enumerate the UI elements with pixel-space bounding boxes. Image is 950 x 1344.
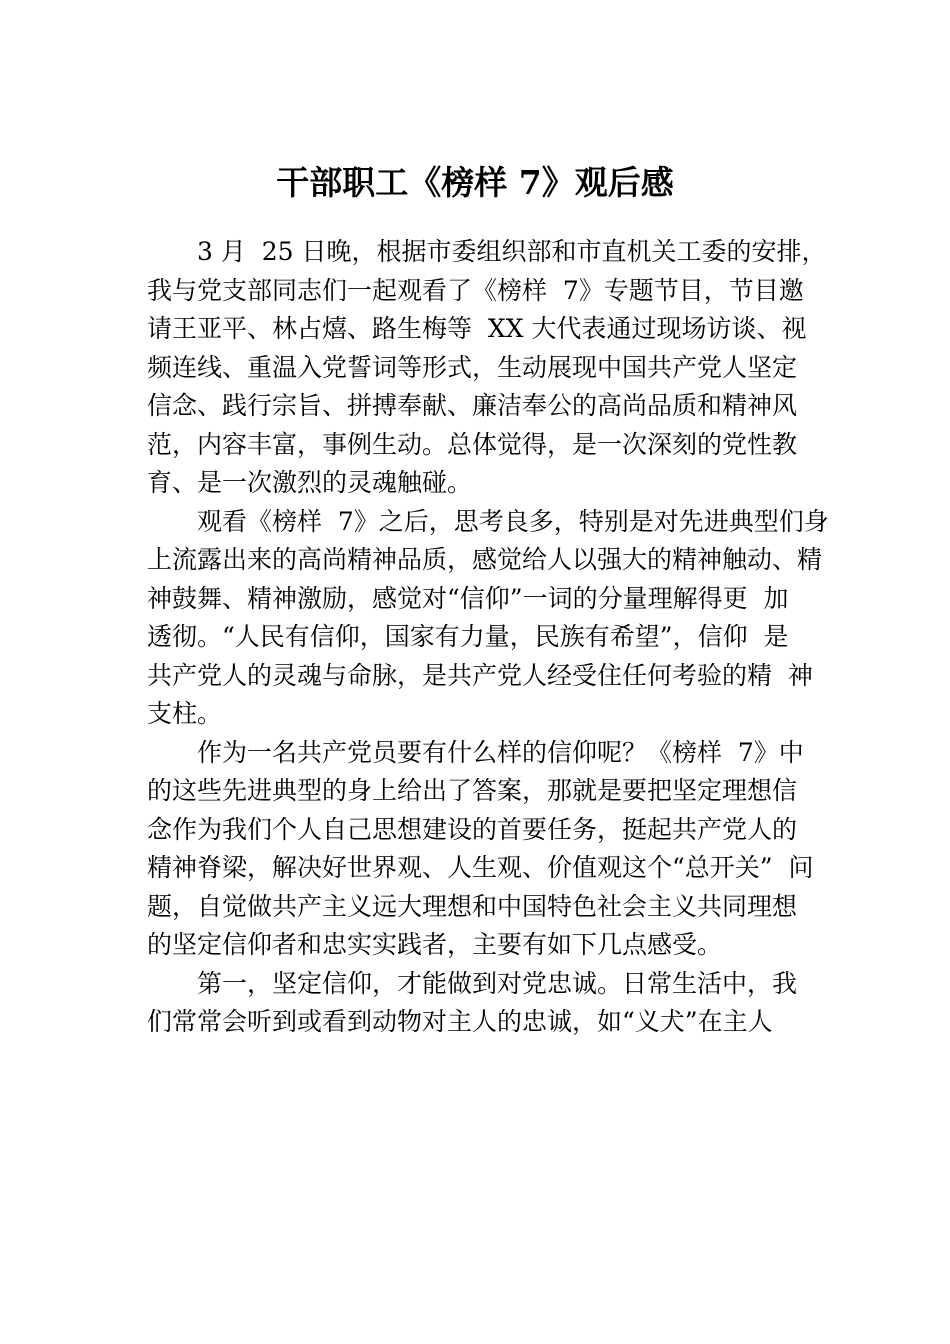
paragraph-4 (147, 965, 837, 1042)
paragraph-line: 作为一名共产党员要有什么样的信仰呢？《榜样 7》中 (197, 737, 804, 767)
paragraph-line: 神鼓舞、精神激励，感觉对“信仰”一词的分量理解得更 加 (147, 583, 789, 613)
document-body (147, 233, 837, 1042)
paragraph-line: 透彻。“人民有信仰，国家有力量，民族有希望”，信仰 是 (147, 622, 789, 651)
paragraph-1 (147, 233, 837, 503)
paragraph-2 (147, 503, 837, 734)
paragraph-line: 上流露出来的高尚精神品质，感觉给人以强大的精神触动、精 (147, 545, 823, 574)
paragraph-line: 育、是一次激烈的灵魂触碰。 (147, 468, 473, 497)
paragraph-line: 的这些先进典型的身上给出了答案，那就是要把坚定理想信 (147, 776, 798, 805)
paragraph-line: 们常常会听到或看到动物对主人的忠诚，如“义犬”在主人 (147, 1007, 773, 1036)
paragraph-line: 共产党人的灵魂与命脉，是共产党人经受住任何考验的精 神 (147, 660, 813, 690)
paragraph-line: 第一，坚定信仰，才能做到对党忠诚。日常生活中，我 (197, 968, 798, 998)
paragraph-line: 题，自觉做共产主义远大理想和中国特色社会主义共同理想 (147, 891, 798, 921)
paragraph-line: 的坚定信仰者和忠实实践者，主要有如下几点感受。 (147, 930, 723, 959)
document-title: 干部职工《榜样 7》观后感 (276, 163, 674, 202)
paragraph-line: 念作为我们个人自己思想建设的首要任务，挺起共产党人的 (147, 814, 798, 844)
paragraph-line: 范，内容丰富，事例生动。总体觉得，是一次深刻的党性教 (147, 429, 798, 459)
paragraph-line: 信念、践行宗旨、拼搏奉献、廉洁奉公的高尚品质和精神风 (147, 391, 798, 420)
paragraph-line: 我与党支部同志们一起观看了《榜样 7》专题节目，节目邀 (147, 275, 804, 305)
paragraph-line: 观看《榜样 7》之后，思考良多，特别是对先进典型们身 (197, 506, 829, 536)
paragraph-line: 精神脊梁，解决好世界观、人生观、价值观这个“总开关” 问 (147, 853, 814, 882)
paragraph-line: 支柱。 (147, 699, 223, 728)
paragraph-line: 3 月 25 日晚，根据市委组织部和市直机关工委的安排， (197, 237, 827, 266)
paragraph-line: 频连线、重温入党誓词等形式，生动展现中国共产党人坚定 (147, 352, 798, 382)
paragraph-line: 请王亚平、林占熺、路生梅等 XX 大代表通过现场访谈、视 (147, 314, 807, 343)
paragraph-3 (147, 734, 837, 965)
